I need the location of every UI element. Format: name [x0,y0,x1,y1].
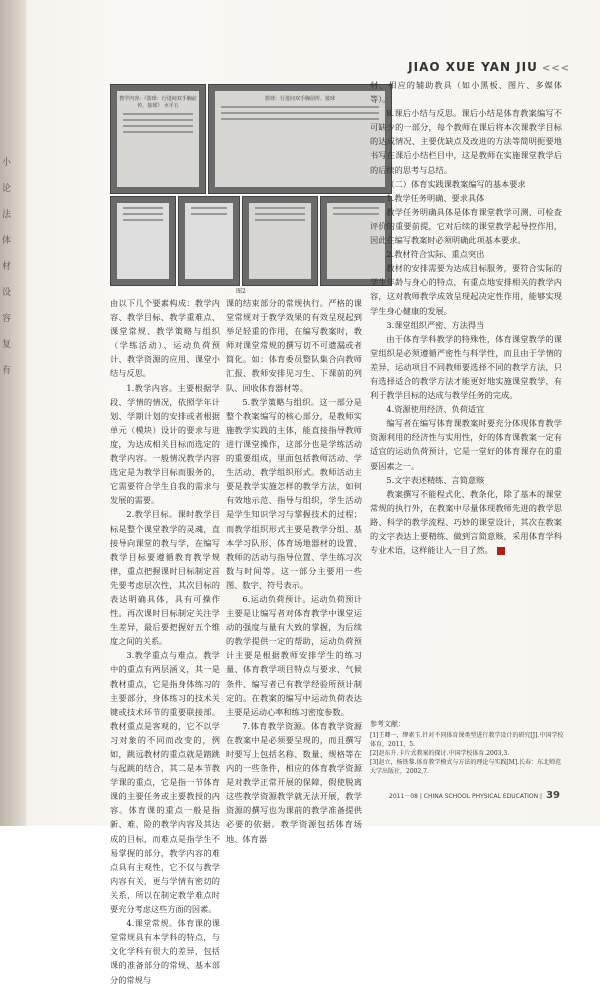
adjacent-page-edge-text [2,150,18,384]
slide-title: 篮球：行进间双手胸前传、接球 [264,96,335,102]
figure-caption: 图2 [236,288,246,295]
figure-photo-4 [178,196,240,286]
paragraph: 2.教学目标。课时教学目标是整个课堂教学的灵魂，直接导向课堂的教与学，在编写教学目标要遵循教育教学规律，重点把握课时目标制定首先要考虑层次性，其次目标的表达明确具体，具有可操作性。再次课时目标制定关注学生差异，最后要把握好五个维度之间的关系。 [110,509,220,647]
page-binding-shadow [0,0,26,826]
references-title: 参考文献： [370,720,405,728]
references [370,720,565,776]
paragraph: 3.课堂组织严密、方法得当 [386,319,485,330]
paragraph: （二）体育实践课教案编写的基本要求 [386,178,526,189]
paragraph: 材、相应的辅助教具（如小黑板、图片、多媒体等）。 [370,80,562,105]
paragraph: 8.课后小结与反思。课后小结是体育教案编写不可缺少的一部分，每个教师在课后将本次课教学目标的达成情况、主要优缺点及改进的方法等简明扼要地书写在课后小结栏目中，这是教师在实施课堂教学后的后续的思考与总结。 [370,108,562,175]
paragraph: 5.教学策略与组织。这一部分是整个教案编写的核心部分，是教师实施教学实践的主体，能直接指导教师进行课堂操作，这部分也是学练活动的重要组成，里面包括教师活动、学生活动、教学组织形式。教师活动主要是教学实施怎样的教学方法，如何有效地示范、指导与组织，学生活动是学生知识学习与掌握技术的过程；而教学组织形式主要是教学分组、基本学习队形、体育场地器材的设置、教师的活动与指导位置、学生练习次数与时间等。这一部分主要用一些图、数字、符号表示。 [226,396,362,590]
end-mark-icon [497,547,505,555]
text-column-middle [226,296,362,846]
reference-item: [2]赵东升.卡片式教案的探讨.中国学校体育.2003,3. [370,750,510,757]
edge-char: 小 [2,158,12,168]
slide-title: 教学内容：《篮球：行进间双手胸前传、接球》 水平五 [119,96,197,109]
references-list [370,731,565,776]
edge-char: 设 [2,288,12,298]
edge-char: 有 [2,366,12,376]
paragraph: 3.教学重点与难点。教学中的重点有两层涵义，其一是教材重点，它是指身体练习的主要部分，身体练习的技术关键或技术环节的重要联接部。教材重点是客观的，它不以学习对象的不同而改变的，例如，跳远教材的重点就是踏跳与起跳的结合，其二是本节教学课的重点，它是指一节体育课的主要任务或主要教授的内容。体育课的重点一般是指新、难、险的教学内容及其达成的目标，而难点是指学生不易掌握的部分，教学内容的难点具有主观性，它不仅与教学内容有关，更与学情有密切的关系，所以在制定教学难点时要充分考虑这些方面的因素。 [110,650,220,915]
paragraph: 课的结束部分的常规执行。严格的课堂常规对于教学效果的有效呈现起到举足轻重的作用，在编写教案时，教师对课堂常规的撰写切不可遗漏或者简化。如：体育委员整队集合向教师汇报、教师安排见习生、下课前的列队、回收体育器材等。 [226,298,362,393]
header-mark: <<< [541,63,570,74]
paragraph: 1.教学内容。主要根据学段、学情的情况，依照学年计划、学期计划的安排或者根据单元（模块）设计的要求与进度，为达成相关目标而选定的教学内容。一般情况教学内容选定是为教学目标而服务的，它需要符合学生自我的需求与发展的需要。 [110,382,220,506]
figure-photo-1 [110,84,206,194]
paragraph: 由于体育学科教学的特殊性，体育课堂教学的课堂组织是必须遵循严密性与科学性，而且由于学情的差异，运动项目不同教师要选择不同的教学方法，只有选择适合的教学方法才能更好地实施课堂教学，有利于教学目标的达成与教学任务的完成。 [370,333,562,401]
paragraph: 1.教学任务明确、要求具体 [386,192,485,203]
figure-2 [110,84,390,286]
figure-photo-3 [110,196,176,286]
reference-item: [1]王卿一，缪素玉.针对不同体育课类型进行教学设计的研究[J].中国学校体育，2011，5. [370,732,564,748]
edge-char: 复 [2,340,12,350]
paragraph: 6.运动负荷预计。运动负荷预计主要是让编写者对体育教学中课堂运动的强度与量有大致的掌握，为后续的教学提供一定的帮助，运动负荷预计主要是根据教师安排学生的练习量、体育教学项目特点与要求、气候条件、编写者已有教学经验所预计制定的。在教案的编写中运动负荷表达主要是运动心率和练习密度参数。 [226,593,362,717]
paragraph: 7.体育教学资源。体育教学资源在教案中是必须要呈现的，而且撰写时要写上包括名称、数量、规格等在内的一些条件，相应的体育教学资源是对教学正常开展的保障，假使脱离这些教学资源教学就无法开展，教学资源的撰写也为课前的教学准备提供必要的依据。教学资源包括体育场地、体育器 [226,720,362,844]
paragraph: 5.文字表述精练、言简意赅 [386,474,485,485]
running-header [408,60,570,74]
paragraph: 教材的安排需要为达成目标服务，要符合实际的学生年龄与身心的特点，有重点地安排相关的教学内容，这对教师教学成效呈现起决定性作用，能够实现学生身心健康的发展。 [370,263,562,316]
edge-char: 体 [2,236,12,246]
footer-text: 2011－08 | CHINA SCHOOL PHYSICAL EDUCATION | [389,793,543,800]
figure-photo-2 [208,84,392,194]
figure-photo-5 [242,196,318,286]
paragraph: 2.教材符合实际、重点突出 [386,249,485,260]
text-column-right [370,78,562,557]
paragraph: 编写者在编写体育课教案时要充分体现体育教学资源利用的经济性与实用性，好的体育课教案一定有适宜的运动负荷预计，它是一堂好的体育课存在的重要因素之一。 [370,418,562,471]
edge-char: 法 [2,210,12,220]
paragraph: 4.资源使用经济、负荷适宜 [386,404,485,415]
paragraph: 4.课堂常规。体育课的课堂常规具有本学科的特点，与文化学科有很大的差异，包括课的准备部分的常规、基本部分的常规与 [110,918,220,985]
edge-char: 材 [2,262,12,272]
text-column-left [110,296,220,987]
paragraph: 教案撰写不能程式化、教条化，除了基本的课堂常规的执行外，在教案中尽量体现教师先进的教学思路、科学的教学流程、巧妙的课堂设计，其次在教案的文字表达上要精练、做到言简意赅，采用体育学科专业术语，这样能让人一目了然。 [370,488,562,556]
paragraph: 由以下几个要素构成：教学内容、教学目标、教学重难点、课堂常规、教学策略与组织（学练活动）、运动负荷预计、教学资源的应用、课堂小结与反思。 [110,298,220,379]
edge-char: 容 [2,314,12,324]
paragraph: 教学任务明确具体是体育课堂教学可测、可检查评价的重要前提，它对后续的课堂教学起导控作用，因此在编写教案时必须明确此项基本要求。 [370,206,562,246]
header-title: JIAO XUE YAN JIU [408,60,538,74]
page-footer [389,790,560,801]
reference-item: [3]赵立，杨铁黎.体育教学模式与方法的理论与实践[M].长春：东北师范大学出版社，2002,7. [370,759,562,775]
page-number: 39 [546,790,560,801]
edge-char: 论 [2,184,12,194]
